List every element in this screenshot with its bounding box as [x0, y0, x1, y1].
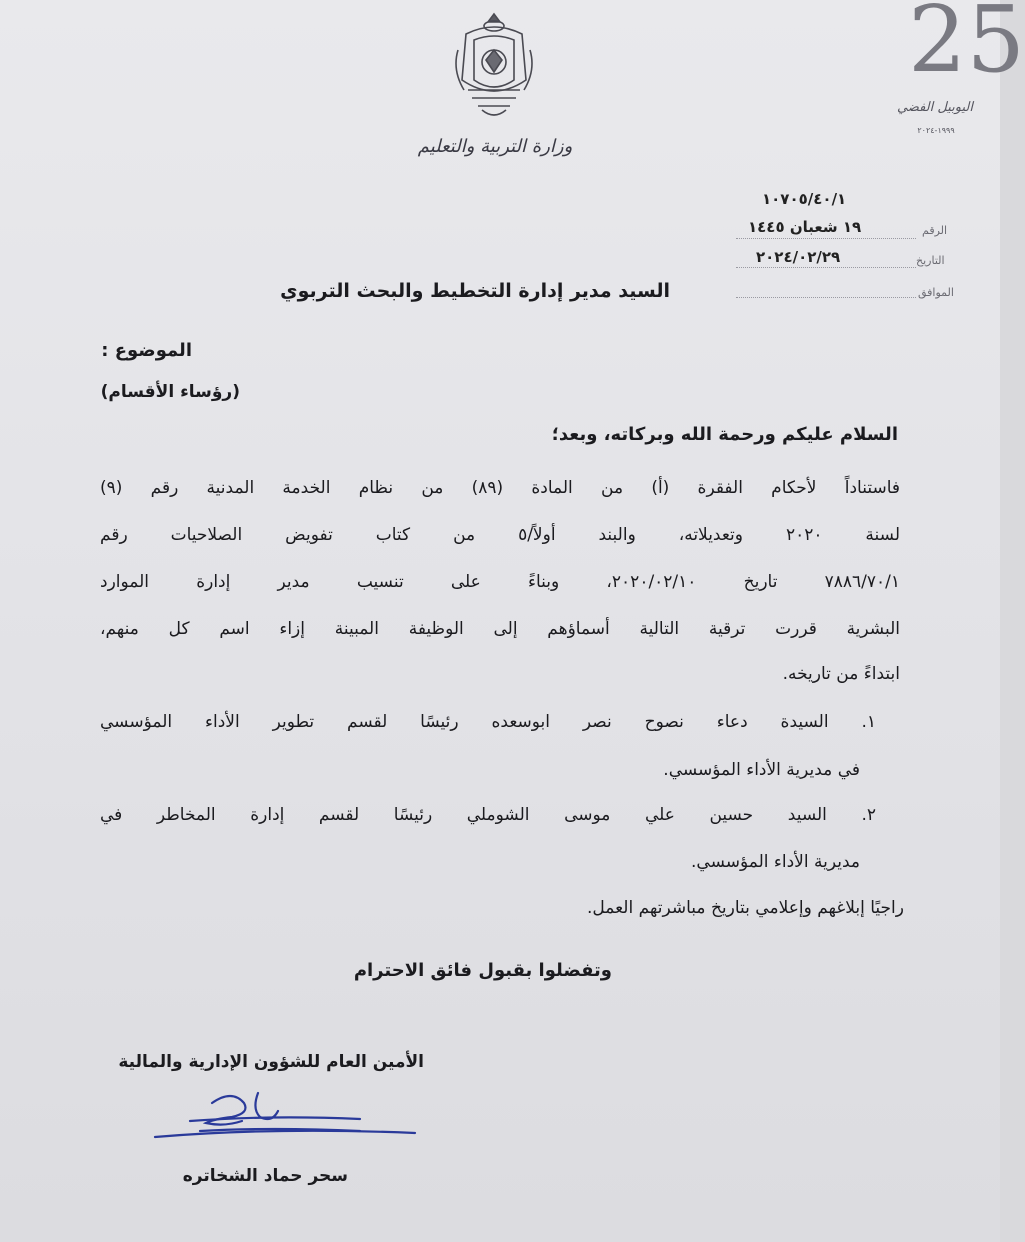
jubilee-text: اليوبيل الفضي [897, 100, 973, 115]
ministry-name: وزارة التربية والتعليم [417, 136, 573, 157]
royal-crest-icon [448, 10, 540, 122]
list-item-continuation: مديرية الأداء المؤسسي. [691, 852, 860, 872]
reference-date: ٢٠٢٤/٠٢/٢٩ [756, 248, 841, 266]
body-line: فاستناداً لأحكام الفقرة (أ) من المادة (٨٩) من نظام الخدمة المدنية رقم (٩) [100, 478, 901, 498]
request-line: راجيًا إبلاغهم وإعلامي بتاريخ مباشرتهم العمل. [587, 898, 904, 918]
reference-number-line2: ١٩ شعبان ١٤٤٥ [748, 218, 862, 236]
jubilee-number: 25 [908, 0, 1025, 93]
signatory-name: سحر حماد الشخاتره [182, 1166, 348, 1186]
signatory-title: الأمين العام للشؤون الإدارية والمالية [118, 1052, 424, 1072]
body-line: البشرية قررت ترقية التالية أسماؤهم إلى الوظيفة المبينة إزاء اسم كل منهم، [100, 619, 900, 639]
list-item-continuation: في مديرية الأداء المؤسسي. [663, 760, 860, 780]
reference-corresponding-rule [736, 297, 916, 298]
reference-corresponding-label: الموافق [918, 286, 954, 299]
greeting: السلام عليكم ورحمة الله وبركاته، وبعد؛ [551, 424, 898, 445]
reference-date-label: التاريخ [916, 254, 945, 267]
list-item: ١. السيدة دعاء نصوح نصر ابوسعده رئيسًا لقسم تطوير الأداء المؤسسي [100, 712, 876, 732]
closing: وتفضلوا بقبول فائق الاحترام [353, 960, 612, 981]
reference-number-rule [736, 238, 916, 239]
body-line: ابتداءً من تاريخه. [782, 664, 900, 684]
list-item: ٢. السيد حسين علي موسى الشوملي رئيسًا لقسم إدارة المخاطر في [100, 805, 876, 825]
subject-value: (رؤساء الأقسام) [100, 382, 240, 402]
jubilee-years: ١٩٩٩-٢٠٢٤ [917, 126, 955, 135]
body-line: لسنة ٢٠٢٠ وتعديلاته، والبند أولاً/٥ من كتاب تفويض الصلاحيات رقم [100, 525, 900, 545]
subject-label: الموضوع : [101, 340, 192, 361]
body-line: ٧٨٨٦/٧٠/١ تاريخ ٢٠٢٠/٠٢/١٠، وبناءً على تنسيب مدير إدارة الموارد [100, 572, 901, 592]
reference-number-label: الرقم [922, 224, 948, 237]
reference-number-line1: ١٠٧٠٥/٤٠/١ [762, 190, 847, 208]
reference-date-rule [736, 267, 916, 268]
addressee: السيد مدير إدارة التخطيط والبحث التربوي [280, 280, 670, 302]
handwritten-signature [150, 1085, 420, 1155]
